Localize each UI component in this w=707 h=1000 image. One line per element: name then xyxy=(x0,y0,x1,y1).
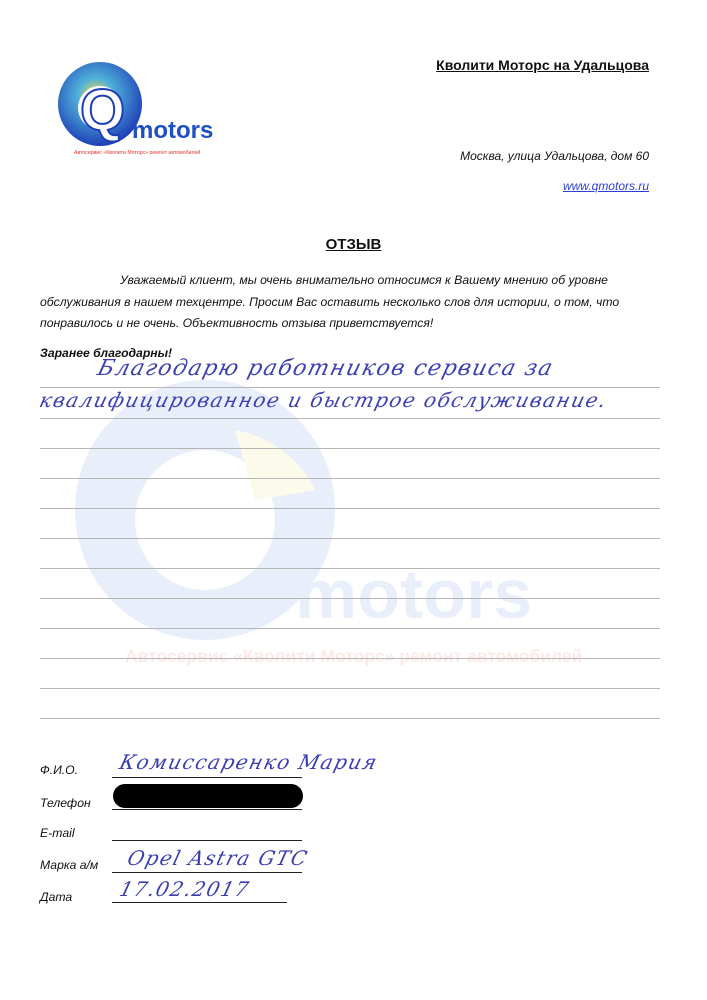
review-line xyxy=(40,658,660,659)
date-value: 17.02.2017 xyxy=(117,877,253,901)
email-label: E-mail xyxy=(40,826,75,840)
watermark-tagline: Автосервис «Кволити Моторс» ремонт автомобилей xyxy=(125,646,583,666)
company-name: Кволити Моторс на Удальцова xyxy=(436,57,649,73)
review-handwriting-line2: квалифицированное и быстрое обслуживание. xyxy=(37,388,611,412)
intro-text: Уважаемый клиент, мы очень внимательно относимся к Вашему мнению об уровне обслуживания в нашем техцентре. Просим Вас оставить несколько слов для истории, о том, что понравилось и не очень. Объективность отзыва приветствуется! xyxy=(40,273,620,330)
review-line xyxy=(40,568,660,569)
thanks-text: Заранее благодарны! xyxy=(40,346,173,360)
name-value: Комиссаренко Мария xyxy=(117,750,381,774)
name-field[interactable] xyxy=(112,777,302,778)
date-label: Дата xyxy=(40,890,73,904)
watermark-wordmark: motors xyxy=(295,555,533,633)
form-intro xyxy=(40,270,665,335)
car-label: Марка а/м xyxy=(40,858,99,872)
email-field[interactable] xyxy=(112,840,302,841)
phone-label: Телефон xyxy=(40,796,91,810)
svg-text:Q: Q xyxy=(80,78,126,143)
form-title: ОТЗЫВ xyxy=(325,236,382,253)
date-field[interactable] xyxy=(112,902,287,903)
qmotors-logo xyxy=(52,58,242,163)
car-field[interactable] xyxy=(112,872,302,873)
phone-field[interactable] xyxy=(112,809,302,810)
qmotors-watermark xyxy=(55,370,655,680)
company-address: Москва, улица Удальцова, дом 60 xyxy=(460,149,649,163)
redaction-mark xyxy=(113,784,303,808)
review-line xyxy=(40,718,660,719)
review-line xyxy=(40,478,660,479)
logo-wordmark: motors xyxy=(132,117,214,144)
review-line xyxy=(40,448,660,449)
company-website[interactable]: www.qmotors.ru xyxy=(562,179,649,193)
review-line xyxy=(40,418,660,419)
review-handwriting-line1: Благодарю работников сервиса за xyxy=(94,356,557,381)
review-line xyxy=(40,508,660,509)
logo-tagline: Автосервис «Кволити Моторс» ремонт автомобилей xyxy=(74,150,201,156)
car-value: Opel Astra GTC xyxy=(125,846,311,870)
review-line xyxy=(40,688,660,689)
review-line xyxy=(40,598,660,599)
review-line xyxy=(40,538,660,539)
review-line xyxy=(40,628,660,629)
name-label: Ф.И.О. xyxy=(40,763,79,777)
